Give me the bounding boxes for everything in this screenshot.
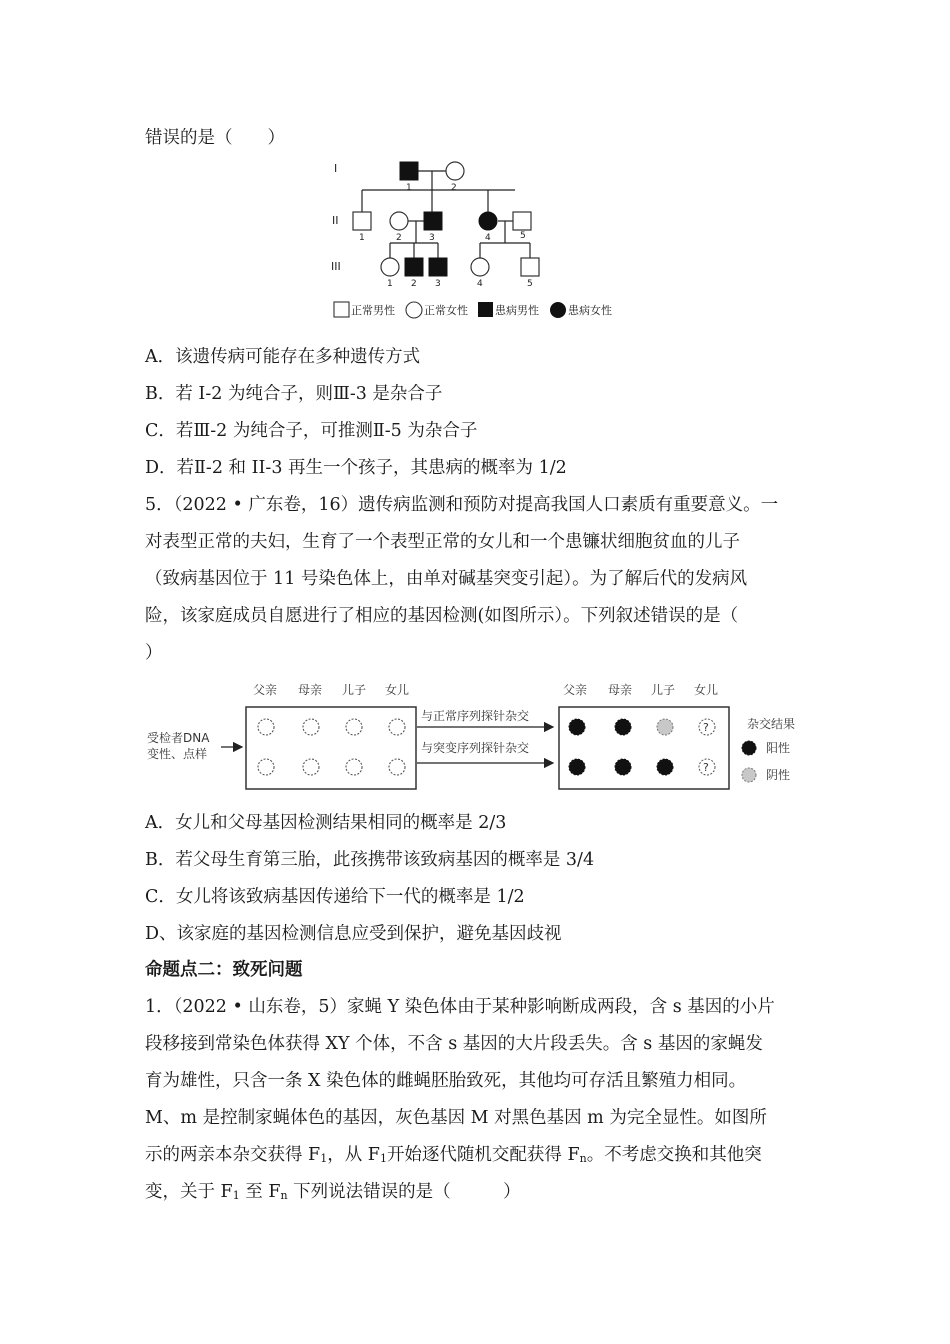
dot-right-father-normal <box>569 719 585 735</box>
legend-normal-male-icon <box>334 302 349 317</box>
ped-num-III-4: 4 <box>477 279 483 289</box>
q4-stem-tail: 错误的是（ ） <box>145 128 285 148</box>
q1-line-1: 1．（2022 • 山东卷，5）家蝇 Y 染色体由于某种影响断成两段，含 s 基因的小片 <box>145 997 775 1017</box>
ped-III-4 <box>471 258 489 276</box>
ped-num-III-1: 1 <box>387 279 393 289</box>
positive-legend-icon <box>742 741 756 755</box>
negative-legend-label: 阴性 <box>766 768 791 782</box>
ped-II-3 <box>424 212 442 230</box>
ped-num-III-5: 5 <box>527 279 533 289</box>
ped-num-II-5: 5 <box>520 231 526 241</box>
q1-line-5-part: ，从 F <box>327 1145 380 1165</box>
q5-stem-line-1: 5．（2022 • 广东卷，16）遗传病监测和预防对提高我国人口素质有重要意义。一 <box>145 495 779 515</box>
right-header-mother: 母亲 <box>608 683 633 697</box>
dot-left-father-mutant <box>258 759 274 775</box>
unknown-mark-mutant: ? <box>703 761 709 774</box>
q1-line-5-part: 开始逐代随机交配获得 F <box>386 1145 580 1165</box>
q4-option-d: D．若Ⅱ-2 和 II-3 再生一个孩子，其患病的概率为 1/2 <box>145 458 567 478</box>
q1-line-6-part: 下列说法错误的是（ ） <box>287 1182 521 1202</box>
q5-option-a: A．女儿和父母基因检测结果相同的概率是 2/3 <box>145 813 507 833</box>
sample-label-line-1: 受检者DNA <box>147 731 210 745</box>
ped-III-3 <box>429 258 447 276</box>
gen-label-II: II <box>332 214 339 227</box>
ped-II-1 <box>353 212 371 230</box>
q4-option-c: C．若Ⅲ-2 为纯合子，可推测Ⅱ-5 为杂合子 <box>145 421 478 441</box>
result-legend-title: 杂交结果 <box>747 717 796 731</box>
negative-legend-icon <box>742 768 756 782</box>
ped-num-I-1: 1 <box>406 183 412 193</box>
subscript-1: 1 <box>320 1152 328 1165</box>
legend-affected-female: 患病女性 <box>568 304 612 317</box>
legend-normal-female-icon <box>406 302 422 318</box>
q5-option-b: B．若父母生育第三胎，此孩携带该致病基因的概率是 3/4 <box>145 850 595 870</box>
ped-num-II-3: 3 <box>429 233 435 243</box>
membrane-right <box>559 707 729 789</box>
q4-option-b: B．若 I-2 为纯合子，则Ⅲ-3 是杂合子 <box>145 384 443 404</box>
section-title: 命题点二：致死问题 <box>145 960 303 980</box>
ped-num-II-1: 1 <box>359 233 365 243</box>
left-header-father: 父亲 <box>253 683 278 697</box>
dot-right-father-mutant <box>569 759 585 775</box>
q1-line-5-part: 示的两亲本杂交获得 F <box>145 1145 321 1165</box>
left-header-mother: 母亲 <box>298 683 323 697</box>
q4-option-a: A．该遗传病可能存在多种遗传方式 <box>145 347 421 367</box>
ped-II-4 <box>479 212 497 230</box>
dot-left-mother-mutant <box>303 759 319 775</box>
dot-left-mother-normal <box>303 719 319 735</box>
ped-num-I-2: 2 <box>451 183 457 193</box>
unknown-mark-normal: ? <box>703 721 709 734</box>
ped-II-2 <box>390 212 408 230</box>
gen-label-I: I <box>334 162 338 175</box>
left-header-daughter: 女儿 <box>385 683 410 697</box>
q5-option-c: C．女儿将该致病基因传递给下一代的概率是 1/2 <box>145 887 525 907</box>
dot-left-father-normal <box>258 719 274 735</box>
ped-num-III-2: 2 <box>411 279 417 289</box>
dot-left-son-mutant <box>346 759 362 775</box>
subscript-n: n <box>579 1152 587 1165</box>
ped-II-5 <box>513 212 531 230</box>
ped-I-2 <box>446 162 464 180</box>
right-header-father: 父亲 <box>563 683 588 697</box>
probe-normal-label: 与正常序列探针杂交 <box>421 709 530 723</box>
legend-normal-female: 正常女性 <box>424 304 468 317</box>
q5-option-d: D、该家庭的基因检测信息应受到保护，避免基因歧视 <box>145 924 562 944</box>
q1-line-6-part: 至 F <box>239 1182 281 1202</box>
gen-label-III: III <box>331 260 341 273</box>
dot-right-son-mutant <box>657 759 673 775</box>
right-header-son: 儿子 <box>651 683 676 697</box>
legend-affected-female-icon <box>550 302 566 318</box>
ped-num-II-2: 2 <box>396 233 402 243</box>
q1-line-3: 育为雄性，只含一条 X 染色体的雌蝇胚胎致死，其他均可存活且繁殖力相同。 <box>145 1071 747 1091</box>
q5-stem-line-2: 对表型正常的夫妇，生育了一个表型正常的女儿和一个患镰状细胞贫血的儿子 <box>145 532 740 552</box>
ped-III-5 <box>521 258 539 276</box>
legend-affected-male-icon <box>478 302 493 317</box>
sample-label-line-2: 变性、点样 <box>147 747 208 761</box>
subscript-n: n <box>280 1189 288 1202</box>
dot-right-mother-mutant <box>615 759 631 775</box>
pedigree-chart <box>328 152 628 324</box>
legend-normal-male: 正常男性 <box>351 304 395 317</box>
q1-line-6 <box>145 1180 521 1208</box>
q1-line-4: M、m 是控制家蝇体色的基因，灰色基因 M 对黑色基因 m 为完全显性。如图所 <box>145 1108 767 1128</box>
subscript-1: 1 <box>379 1152 387 1165</box>
q1-line-5-part: 。不考虑交换和其他突 <box>586 1145 762 1165</box>
positive-legend-label: 阳性 <box>766 741 791 755</box>
q5-stem-line-3: （致病基因位于 11 号染色体上，由单对碱基突变引起）。为了解后代的发病风 <box>145 569 748 589</box>
q1-line-6-part: 变，关于 F <box>145 1182 233 1202</box>
q1-line-5 <box>145 1143 762 1171</box>
ped-III-2 <box>405 258 423 276</box>
q5-stem-line-5: ） <box>145 643 163 663</box>
dot-right-son-normal <box>657 719 673 735</box>
dot-right-mother-normal <box>615 719 631 735</box>
ped-I-1 <box>400 162 418 180</box>
legend-affected-male: 患病男性 <box>495 304 539 317</box>
dot-left-daughter-mutant <box>389 759 405 775</box>
subscript-1: 1 <box>232 1189 240 1202</box>
left-header-son: 儿子 <box>342 683 367 697</box>
gene-test-diagram <box>145 680 815 798</box>
dot-left-daughter-normal <box>389 719 405 735</box>
probe-mutant-label: 与突变序列探针杂交 <box>421 741 530 755</box>
ped-num-II-4: 4 <box>485 233 491 243</box>
ped-III-1 <box>381 258 399 276</box>
membrane-left <box>246 707 416 789</box>
q1-line-2: 段移接到常染色体获得 XY 个体，不含 s 基因的大片段丢失。含 s 基因的家蝇发 <box>145 1034 763 1054</box>
dot-left-son-normal <box>346 719 362 735</box>
right-header-daughter: 女儿 <box>694 683 719 697</box>
ped-num-III-3: 3 <box>435 279 441 289</box>
q5-stem-line-4: 险，该家庭成员自愿进行了相应的基因检测(如图所示）。下列叙述错误的是（ <box>145 606 739 626</box>
